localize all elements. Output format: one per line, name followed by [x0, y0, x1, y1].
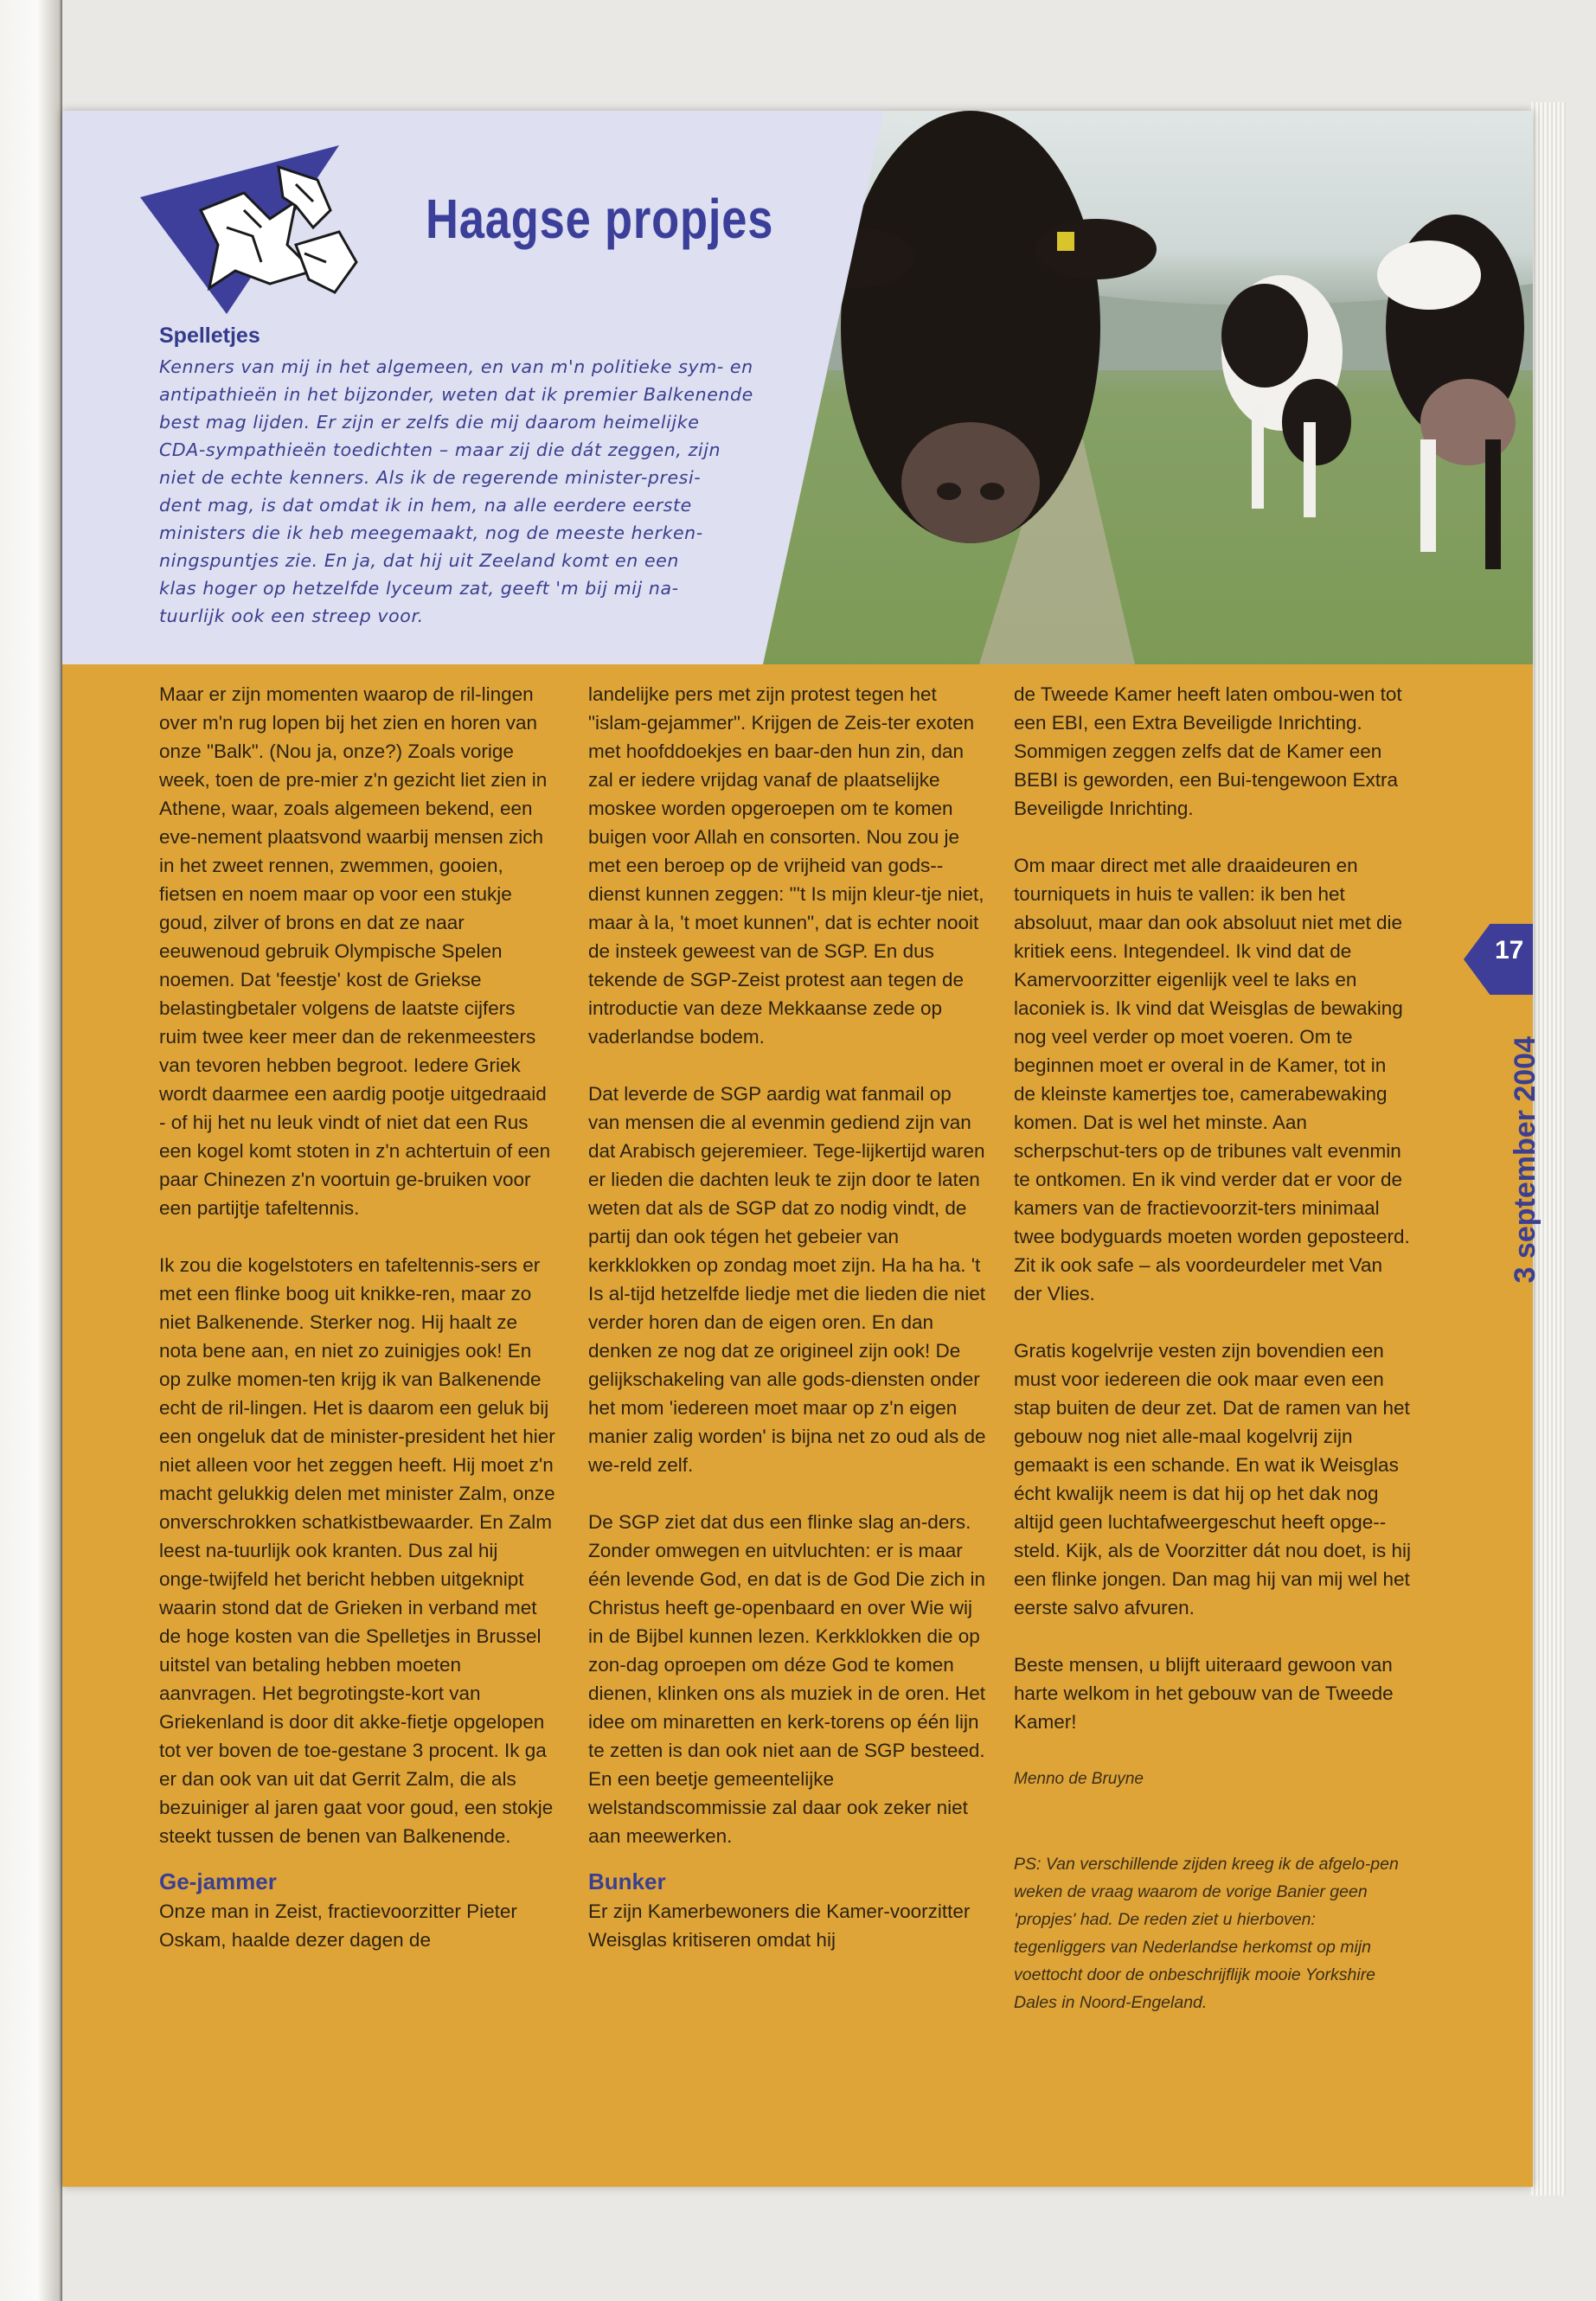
paragraph: Beste mensen, u blijft uiteraard gewoon van harte welkom in het gebouw van de Tweede Kamer!	[1014, 1654, 1394, 1733]
subheading-bunker: Bunker	[588, 1868, 666, 1894]
subheading-ge-jammer: Ge-jammer	[159, 1868, 277, 1894]
paragraph: Er zijn Kamerbewoners die Kamer-voorzitter Weisglas kritiseren omdat hij	[588, 1900, 971, 1951]
article-title: Haagse propjes	[426, 188, 774, 250]
paragraph: Om maar direct met alle draaideuren en tourniquets in huis te vallen: ik ben het absoluut, maar dan ook absoluut niet met die kritiek eens. Integendeel. Ik vind dat de Kamervoorzitter eigenlijk veel te laks en laconiek is. Ik vind dat Weisglas de bewaking nog veel verder op moet voeren. Om te beginnen moet er overal in de Kamer, tot in de kleinste kamertjes toe, camerabewaking komen. Dat is wel het minste. Aan scherpschut-ters op de tribunes valt evenmin te ontkomen. En ik vind verder dat er voor de kamers van de fractievoorzit-ters minimaal twee bodyguards moeten worden geposteerd. Zit ik ook safe – als voordeurdeler met Van der Vlies.	[1014, 855, 1410, 1304]
paragraph: Onze man in Zeist, fractievoorzitter Pieter Oskam, haalde dezer dagen de	[159, 1900, 517, 1951]
intro-line: niet de echte kenners. Als ik de regerende minister-presi-	[159, 467, 702, 488]
column-2	[588, 680, 986, 1954]
intro-line: klas hoger op hetzelfde lyceum zat, geeft 'm bij mij na-	[159, 578, 679, 599]
postscript: PS: Van verschillende zijden kreeg ik de afgelo-pen weken de vraag waarom de vorige Banier geen 'propjes' had. De reden ziet u hierboven: tegenliggers van Nederlandse herkomst op mijn voettocht door de onbeschrijflijk mooie Yorkshire Dales in Noord-Engeland.	[1014, 1855, 1399, 2012]
intro-line: ningspuntjes zie. En ja, dat hij uit Zeeland komt en een	[159, 550, 679, 571]
paragraph: Dat leverde de SGP aardig wat fanmail op van mensen die al evenmin gediend zijn van dat Arabisch gejeremieer. Tege-lijkertijd waren er lieden die dachten leuk te zijn door te laten weten dat als de SGP dat zo nodig vindt, de partij dan ook tégen het gebeier van kerkklokken op zondag moet zijn. Ha ha ha. 't Is al-tijd hetzelfde liedje met die lieden die niet verder horen dan de eigen oren. En dan denken ze nog dat ze origineel zijn ook! De gelijkschakeling van alle gods-diensten onder het mom 'iedereen moet maar op z'n eigen manier zalig worden' is bijna net zo oud als de we-reld zelf.	[588, 1083, 986, 1476]
intro-line: CDA-sympathieën toedichten – maar zij die dát zeggen, zijn	[159, 439, 721, 460]
intro-line: tuurlijk ook een streep voor.	[159, 606, 424, 626]
crumpled-paper-logo	[140, 132, 426, 323]
paragraph: Gratis kogelvrije vesten zijn bovendien een must voor iedereen die ook maar even een stap buiten de deur zet. Dat de ramen van het gebouw nog niet alle-maal kogelvrij zijn gemaakt is een schande. En wat ik Weisglas écht kwalijk neem is dat hij op het dak nog altijd geen luchtafweergeschut heeft opge-steld. Kijk, als de Voorzitter dát nou doet, is hij een flinke jongen. Dan mag hij van mij wel het eerste salvo afvuren.	[1014, 1340, 1411, 1618]
intro-heading: Spelletjes	[159, 324, 260, 348]
paragraph: De SGP ziet dat dus een flinke slag an-ders. Zonder omwegen en uitvluchten: er is maar één levende God, en dat is de God Die zich in Christus heeft ge-openbaard en over Wie wij in de Bijbel kunnen lezen. Kerkklokken die op zon-dag oproepen om déze God te komen dienen, klinken ons als muziek in de oren. Het idee om minaretten en kerk-torens op één lijn te zetten is dan ook niet aan de SGP besteed. En een beetje gemeentelijke welstandscommissie zal daar ook zeker niet aan meewerken.	[588, 1511, 986, 1847]
intro-line: best mag lijden. Er zijn er zelfs die mij daarom heimelijke	[159, 412, 700, 433]
author-signature: Menno de Bruyne	[1014, 1770, 1144, 1788]
intro-line: ministers die ik heb meegemaakt, nog de meeste herken-	[159, 522, 703, 543]
intro-paragraph	[159, 353, 886, 630]
intro-line: antipathieën in het bijzonder, weten dat ik premier Balkenende	[159, 384, 753, 405]
intro-line: Kenners van mij in het algemeen, en van m'n politieke sym- en	[159, 356, 753, 377]
magazine-page	[62, 111, 1542, 2187]
binding-edge	[0, 0, 62, 2301]
paragraph: Ik zou die kogelstoters en tafeltennis-sers er met een flinke boog uit knikke-ren, maar zo niet Balkenende. Sterker nog. Hij haalt ze nota bene aan, en niet zo zuinigjes ook! En op zulke momen-ten krijg ik van Balkenende echt de ril-lingen. Het is daarom een geluk bij een ongeluk dat de minister-president het hier niet alleen voor het zeggen heeft. Hij moet z'n macht gelukkig delen met minister Zalm, onze onverschrokken schatkistbewaarder. En Zalm leest na-tuurlijk ook kranten. Dus zal hij onge-twijfeld het bericht hebben uitgeknipt waarin stond dat de Grieken in verband met de hoge kosten van die Spelletjes in Brussel uitstel van betaling hebben moeten aanvragen. Het begrotingste-kort van Griekenland is door dit akke-fietje opgelopen tot ver boven de toe-gestane 3 procent. Ik ga er dan ook van uit dat Gerrit Zalm, die als bezuiniger al jaren gaat voor goud, een stokje steekt tussen de benen van Balkenende.	[159, 1254, 555, 1847]
paragraph: landelijke pers met zijn protest tegen het "islam-gejammer". Krijgen de Zeis-ter exoten met hoofddoekjes en baar-den hun zin, dan zal er iedere vrijdag vanaf de plaatselijke moskee worden opgeroepen om te komen buigen voor Allah en consorten. Nou zou je met een beroep op de vrijheid van gods-dienst kunnen zeggen: "'t Is mijn kleur-tje niet, maar à la, 't moet kunnen", dat is echter nooit de insteek geweest van de SGP. En dus tekende de SGP-Zeist protest aan tegen de introductie van deze Mekkaanse zede op vaderlandse bodem.	[588, 683, 984, 1048]
column-3	[1014, 680, 1412, 2045]
paragraph: Maar er zijn momenten waarop de ril-lingen over m'n rug lopen bij het zien en horen van onze "Balk". (Nou ja, onze?) Zoals vorige week, toen de pre-mier z'n gezicht liet zien in Athene, waar, zoals algemeen bekend, een eve-nement plaatsvond waarbij mensen zich in het zweet rennen, zwemmen, gooien, fietsen en noem maar op voor een stukje goud, zilver of brons en dat ze naar eeuwenoud gebruik Olympische Spelen noemen. Dat 'feestje' kost de Griekse belastingbetaler volgens de laatste cijfers ruim twee keer meer dan de rekenmeesters van tevoren hebben begroot. Iedere Griek wordt daarmee een aardig pootje uitgedraaid - of hij het nu leuk vindt of niet dat een Rus een kogel komt stoten in z'n achtertuin of een paar Chinezen z'n voortuin ge-bruiken voor een partijtje tafeltennis.	[159, 683, 551, 1219]
intro-line: dent mag, is dat omdat ik in hem, na alle eerdere eerste	[159, 495, 692, 516]
column-1	[159, 680, 557, 1954]
page-number: 17	[1495, 936, 1524, 965]
issue-date: 3 september 2004	[1509, 1036, 1542, 1284]
paragraph: de Tweede Kamer heeft laten ombou-wen tot een EBI, een Extra Beveiligde Inrichting. Sommigen zeggen zelfs dat de Kamer een BEBI is geworden, een Bui-tengewoon Extra Beveiligde Inrichting.	[1014, 683, 1402, 819]
